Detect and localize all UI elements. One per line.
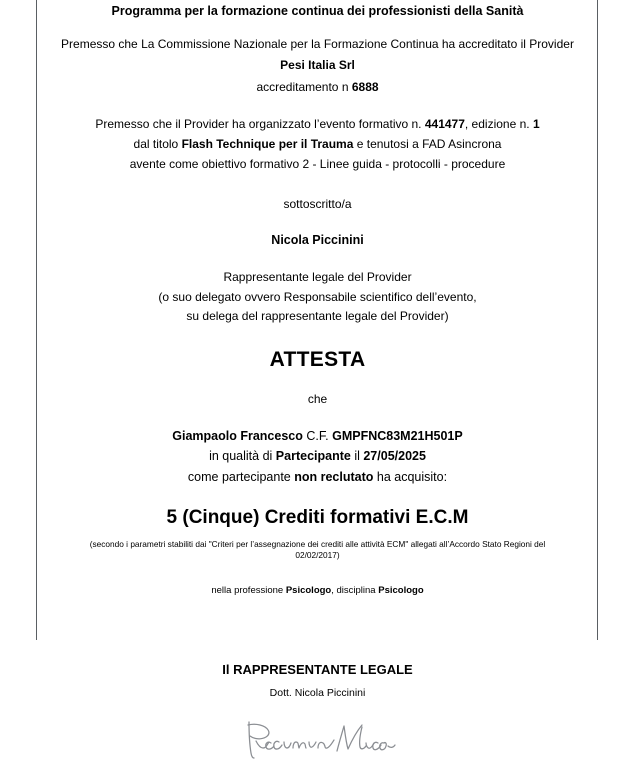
participant-name: Giampaolo Francesco [172,428,303,443]
provider-premise-text: Premesso che La Commissione Nazionale per la Formazione Continua ha accreditato il Provider [61,36,574,51]
signature-block [37,661,598,767]
participant-cf-value: GMPFNC83M21H501P [332,428,463,443]
event-title: Flash Technique per il Trauma [181,136,354,151]
event-edition-separator: , edizione n. [464,116,530,131]
participant-recruitment-line [37,469,598,486]
participant-block [37,428,598,486]
event-premise-prefix: Premesso che il Provider ha organizzato l’evento formativo n. [95,116,422,131]
legal-representative-name: Dott. Nicola Piccinini [269,686,366,699]
attesta-heading: ATTESTA [269,348,366,372]
signer-role-line-1: Rappresentante legale del Provider [223,269,412,284]
event-number-line [37,117,598,133]
event-edition-number: 1 [532,116,540,131]
participant-date: 27/05/2025 [363,449,426,464]
undersigned-label: sottoscritto/a [283,197,352,212]
certificate-content [37,0,598,767]
accreditation-line [37,80,598,96]
event-objective-line: avente come obiettivo formativo 2 - Linee guida - protocolli - procedure [129,156,506,171]
accreditation-number: 6888 [351,80,379,95]
participant-date-prefix: il [354,449,360,464]
provider-name: Pesi Italia Srl [280,58,355,73]
participant-quality-line [37,448,598,465]
recruitment-suffix: ha acquisito: [376,469,448,484]
signer-role-block [37,270,598,325]
participant-cf-label: C.F. [306,428,329,443]
credits-note [37,539,598,561]
event-premise-block [37,117,598,172]
signer-role-line-2: (o suo delegato ovvero Responsabile scientifico dell’evento, [158,289,477,304]
credits-note-line-1: (secondo i parametri stabiliti dai "Criteri per l’assegnazione dei crediti alle attività ECM" allegati all’Accordo Stato Regioni del [89,539,546,550]
event-modality: e tenutosi a FAD Asincrona [356,136,502,151]
accreditation-label: accreditamento n [256,80,349,95]
profession-prefix: nella professione [211,585,284,597]
signature-ink-icon [238,715,398,765]
recruitment-status: non reclutato [294,469,374,484]
credits-note-line-2: 02/02/2017) [295,550,340,561]
handwritten-signature [37,715,598,767]
profession-line [37,585,598,598]
credits-amount: 5 (Cinque) Crediti formativi E.C.M [166,507,469,529]
signer-role-line-3: su delega del rappresentante legale del Provider) [186,309,449,324]
discipline-value: Psicologo [378,585,424,597]
che-label: che [307,392,328,406]
participant-role: Partecipante [275,449,351,464]
profession-value: Psicologo [285,585,332,597]
event-number: 441477 [424,116,465,131]
event-title-prefix: dal titolo [133,136,179,151]
participant-identity-line [37,428,598,445]
page-title: Programma per la formazione continua dei professionisti della Sanità [111,4,524,18]
legal-representative-title: Il RAPPRESENTANTE LEGALE [222,661,413,677]
discipline-prefix: , disciplina [331,585,376,597]
event-title-line [37,137,598,153]
recruitment-prefix: come partecipante [187,469,291,484]
participant-quality-prefix: in qualità di [209,449,273,464]
signer-name: Nicola Piccinini [271,233,364,248]
